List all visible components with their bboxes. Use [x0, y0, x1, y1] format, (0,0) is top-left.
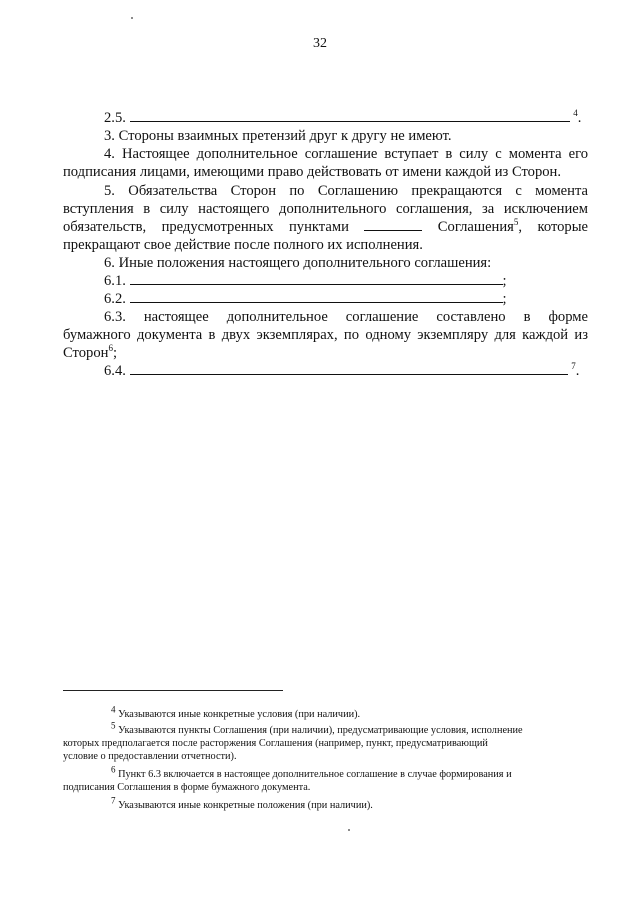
item-5-line-2: вступления в силу настоящего дополнительного соглашения, за исключением: [63, 201, 588, 217]
item-5-line-3: обязательств, предусмотренных пунктами Соглашения$^5$, которые: [63, 217, 588, 235]
footnote-5: $^5$ Указываются пункты Соглашения (при наличии), предусматривающие условия, исполнение которых предполагается после расторжения Соглашения (например, пункт, предусматривающий условие о предоставлении отчетности).: [63, 720, 523, 762]
item-6-4: 6.4. $^7$.: [104, 361, 580, 379]
footnote-separator: [63, 690, 283, 691]
item-5-line-4: прекращают свое действие после полного их исполнения.: [63, 237, 423, 253]
item-6-3-line-2: бумажного документа в двух экземплярах, по одному экземпляру для каждой из: [63, 327, 588, 343]
scan-speck: [348, 829, 350, 831]
blank-field: [130, 291, 503, 303]
item-6: 6. Иные положения настоящего дополнительного соглашения:: [104, 255, 492, 271]
item-3: 3. Стороны взаимных претензий друг к другу не имеют.: [104, 128, 452, 144]
footnote-7: $^7$ Указываются иные конкретные положения (при наличии).: [111, 795, 373, 811]
item-5-line-1: 5. Обязательства Сторон по Соглашению прекращаются с момента: [104, 183, 588, 199]
footnote-ref: 4: [573, 108, 578, 119]
item-6-1: 6.1. ;: [104, 273, 507, 289]
footnote-ref: 6: [108, 343, 113, 354]
scan-speck: [131, 17, 133, 19]
item-4-line-1: 4. Настоящее дополнительное соглашение вступает в силу с момента его: [104, 146, 588, 162]
item-4-line-2: подписания лицами, имеющими право действовать от имени каждой из Сторон.: [63, 164, 562, 180]
item-6-2: 6.2. ;: [104, 291, 507, 307]
page-number: 32: [313, 36, 327, 51]
item-2-5: 2.5. $^4$.: [104, 108, 582, 126]
footnote-ref: 7: [571, 361, 576, 372]
footnote-4: $^4$ Указываются иные конкретные условия (при наличии).: [111, 704, 361, 720]
blank-field: [364, 219, 422, 231]
blank-field: [130, 110, 570, 122]
blank-field: [130, 363, 568, 375]
footnote-6: $^6$ Пункт 6.3 включается в настоящее дополнительное соглашение в случае формирования и подписания Соглашения в форме бумажного документа.: [63, 764, 512, 793]
item-6-3-line-1: 6.3. настоящее дополнительное соглашение составлено в форме: [104, 309, 588, 325]
blank-field: [130, 273, 503, 285]
footnote-ref: 5: [513, 217, 519, 228]
item-6-3-line-3: Сторон$^6$;: [63, 343, 117, 361]
